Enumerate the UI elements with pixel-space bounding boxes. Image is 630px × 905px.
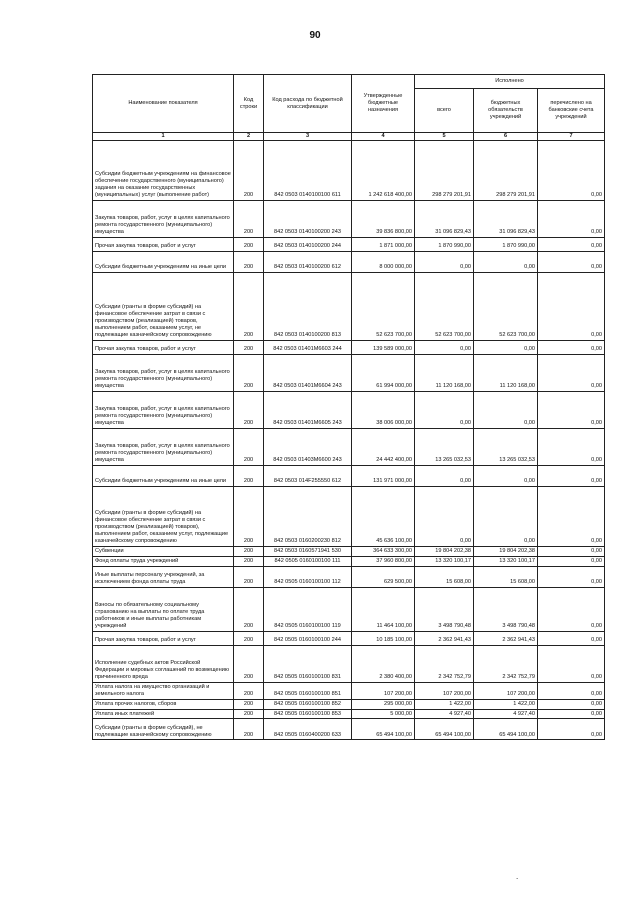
row-approved: 1 242 618 400,00 [352, 141, 415, 201]
row-total: 107 200,00 [415, 682, 474, 699]
row-name: Фонд оплаты труда учреждений [93, 556, 234, 566]
row-expense-code: 842 0505 0160100100 852 [264, 699, 352, 709]
column-number: 7 [538, 133, 605, 141]
row-approved: 11 464 100,00 [352, 587, 415, 631]
row-approved: 61 994 000,00 [352, 355, 415, 392]
column-number: 3 [264, 133, 352, 141]
table-row [93, 709, 605, 719]
row-transferred: 0,00 [538, 141, 605, 201]
row-approved: 37 960 800,00 [352, 556, 415, 566]
row-obligations: 13 265 032,53 [474, 429, 538, 466]
row-total: 3 498 790,48 [415, 587, 474, 631]
row-total: 298 279 201,91 [415, 141, 474, 201]
header-total: всего [415, 89, 474, 133]
row-line-code: 200 [234, 466, 264, 487]
row-name: Закупка товаров, работ, услуг в целях капитального ремонта государственного (муниципального) имущества [93, 355, 234, 392]
row-transferred: 0,00 [538, 429, 605, 466]
row-approved: 39 836 800,00 [352, 201, 415, 238]
row-expense-code: 842 0503 0140100200 813 [264, 273, 352, 341]
row-approved: 364 633 300,00 [352, 547, 415, 557]
row-approved: 131 971 000,00 [352, 466, 415, 487]
row-name: Субсидии бюджетным учреждениям на финансовое обеспечение государственного (муниципального) задания на оказание государственных (муниципальных) услуг (выполнение работ) [93, 141, 234, 201]
row-expense-code: 842 0503 01403M6600 243 [264, 429, 352, 466]
row-transferred: 0,00 [538, 631, 605, 645]
row-expense-code: 842 0503 0140100200 612 [264, 252, 352, 273]
row-obligations: 31 096 829,43 [474, 201, 538, 238]
row-line-code: 200 [234, 547, 264, 557]
row-expense-code: 842 0503 01401M6603 244 [264, 341, 352, 355]
row-name: Взносы по обязательному социальному страхованию на выплаты по оплате труда работников и иные выплаты работникам учреждений [93, 587, 234, 631]
table-row [93, 466, 605, 487]
row-line-code: 200 [234, 141, 264, 201]
header-line-code: Код строки [234, 75, 264, 133]
column-number: 6 [474, 133, 538, 141]
row-line-code: 200 [234, 252, 264, 273]
row-name: Уплата иных платежей [93, 709, 234, 719]
table-row [93, 556, 605, 566]
row-obligations: 2 342 752,79 [474, 645, 538, 682]
row-name: Субсидии бюджетным учреждениям на иные цели [93, 252, 234, 273]
row-transferred: 0,00 [538, 392, 605, 429]
row-transferred: 0,00 [538, 719, 605, 740]
table-row [93, 238, 605, 252]
row-obligations: 0,00 [474, 487, 538, 547]
row-expense-code: 842 0503 0140100200 244 [264, 238, 352, 252]
column-number: 2 [234, 133, 264, 141]
table-row [93, 566, 605, 587]
row-expense-code: 842 0503 0160571941 530 [264, 547, 352, 557]
row-transferred: 0,00 [538, 709, 605, 719]
column-number: 1 [93, 133, 234, 141]
row-name: Исполнение судебных актов Российской Федерации и мировых соглашений по возмещению причиненного вреда [93, 645, 234, 682]
budget-execution-table [92, 74, 605, 740]
row-total: 2 342 752,79 [415, 645, 474, 682]
row-name: Субсидии (гранты в форме субсидий) на финансовое обеспечение затрат в связи с производством (реализацией) товаров), выполнением работ, оказанием услуг, подлежащие казначейскому сопровождению [93, 487, 234, 547]
row-approved: 52 623 700,00 [352, 273, 415, 341]
column-number-row [93, 133, 605, 141]
row-transferred: 0,00 [538, 645, 605, 682]
row-expense-code: 842 0505 0160100100 851 [264, 682, 352, 699]
row-approved: 2 380 400,00 [352, 645, 415, 682]
row-expense-code: 842 0505 0160400200 633 [264, 719, 352, 740]
row-obligations: 52 623 700,00 [474, 273, 538, 341]
row-approved: 10 185 100,00 [352, 631, 415, 645]
row-obligations: 15 608,00 [474, 566, 538, 587]
row-line-code: 200 [234, 719, 264, 740]
row-transferred: 0,00 [538, 341, 605, 355]
row-total: 0,00 [415, 487, 474, 547]
row-total: 2 362 941,43 [415, 631, 474, 645]
row-name: Субсидии (гранты в форме субсидий) на финансовое обеспечение затрат в связи с производством (реализацией) товаров, выполнением работ, оказанием услуг, не подлежащие казначейскому сопровождению [93, 273, 234, 341]
row-approved: 1 871 000,00 [352, 238, 415, 252]
row-expense-code: 842 0503 0140100100 611 [264, 141, 352, 201]
row-total: 1 422,00 [415, 699, 474, 709]
row-total: 1 870 990,00 [415, 238, 474, 252]
row-line-code: 200 [234, 355, 264, 392]
row-name: Субсидии бюджетным учреждениям на иные цели [93, 466, 234, 487]
row-obligations: 65 494 100,00 [474, 719, 538, 740]
row-transferred: 0,00 [538, 355, 605, 392]
row-expense-code: 842 0505 0160100100 119 [264, 587, 352, 631]
row-total: 52 623 700,00 [415, 273, 474, 341]
table-row [93, 487, 605, 547]
table-body [93, 141, 605, 740]
row-expense-code: 842 0503 014F255550 612 [264, 466, 352, 487]
row-approved: 24 442 400,00 [352, 429, 415, 466]
row-line-code: 200 [234, 238, 264, 252]
row-transferred: 0,00 [538, 699, 605, 709]
row-expense-code: 842 0505 0160100100 244 [264, 631, 352, 645]
row-obligations: 13 320 100,17 [474, 556, 538, 566]
row-line-code: 200 [234, 587, 264, 631]
row-approved: 629 500,00 [352, 566, 415, 587]
row-line-code: 200 [234, 392, 264, 429]
header-obligations: бюджетных обязательств учреждений [474, 89, 538, 133]
row-obligations: 3 498 790,48 [474, 587, 538, 631]
header-name: Наименование показателя [93, 75, 234, 133]
row-name: Прочая закупка товаров, работ и услуг [93, 341, 234, 355]
row-approved: 8 000 000,00 [352, 252, 415, 273]
table-row [93, 631, 605, 645]
row-line-code: 200 [234, 429, 264, 466]
table-row [93, 355, 605, 392]
row-approved: 45 636 100,00 [352, 487, 415, 547]
row-total: 13 320 100,17 [415, 556, 474, 566]
header-transferred: перечислено на банковские счета учреждений [538, 89, 605, 133]
row-line-code: 200 [234, 273, 264, 341]
page-number: 90 [309, 30, 321, 41]
table-row [93, 341, 605, 355]
row-total: 31 096 829,43 [415, 201, 474, 238]
row-obligations: 298 279 201,91 [474, 141, 538, 201]
row-name: Субвенции [93, 547, 234, 557]
table-row [93, 429, 605, 466]
row-transferred: 0,00 [538, 252, 605, 273]
row-total: 15 608,00 [415, 566, 474, 587]
row-transferred: 0,00 [538, 238, 605, 252]
row-transferred: 0,00 [538, 566, 605, 587]
row-transferred: 0,00 [538, 547, 605, 557]
row-total: 19 804 202,38 [415, 547, 474, 557]
row-line-code: 200 [234, 682, 264, 699]
table-row [93, 252, 605, 273]
row-transferred: 0,00 [538, 556, 605, 566]
row-expense-code: 842 0505 0160100100 853 [264, 709, 352, 719]
row-line-code: 200 [234, 566, 264, 587]
row-expense-code: 842 0503 0140100200 243 [264, 201, 352, 238]
table-row [93, 547, 605, 557]
row-obligations: 2 362 941,43 [474, 631, 538, 645]
table-row [93, 699, 605, 709]
row-transferred: 0,00 [538, 487, 605, 547]
row-line-code: 200 [234, 487, 264, 547]
row-obligations: 0,00 [474, 392, 538, 429]
row-name: Закупка товаров, работ, услуг в целях капитального ремонта государственного (муниципального) имущества [93, 392, 234, 429]
row-line-code: 200 [234, 341, 264, 355]
row-obligations: 0,00 [474, 252, 538, 273]
row-name: Субсидии (гранты в форме субсидий), не подлежащие казначейскому сопровождению [93, 719, 234, 740]
row-name: Уплата налога на имущество организаций и земельного налога [93, 682, 234, 699]
table-row [93, 587, 605, 631]
row-line-code: 200 [234, 699, 264, 709]
row-obligations: 1 422,00 [474, 699, 538, 709]
row-expense-code: 842 0505 0160100100 111 [264, 556, 352, 566]
table-row [93, 682, 605, 699]
row-transferred: 0,00 [538, 201, 605, 238]
row-name: Закупка товаров, работ, услуг в целях капитального ремонта государственного (муниципального) имущества [93, 201, 234, 238]
row-total: 65 494 100,00 [415, 719, 474, 740]
row-obligations: 4 927,40 [474, 709, 538, 719]
row-obligations: 107 200,00 [474, 682, 538, 699]
row-total: 0,00 [415, 341, 474, 355]
row-approved: 107 200,00 [352, 682, 415, 699]
row-expense-code: 842 0505 0160100100 112 [264, 566, 352, 587]
header-execution: Исполнено [415, 75, 605, 89]
row-obligations: 0,00 [474, 466, 538, 487]
table-row [93, 719, 605, 740]
row-approved: 38 006 000,00 [352, 392, 415, 429]
table-row [93, 645, 605, 682]
row-obligations: 19 804 202,38 [474, 547, 538, 557]
row-obligations: 1 870 990,00 [474, 238, 538, 252]
row-total: 0,00 [415, 466, 474, 487]
row-approved: 65 494 100,00 [352, 719, 415, 740]
row-expense-code: 842 0503 01401M6604 243 [264, 355, 352, 392]
row-name: Прочая закупка товаров, работ и услуг [93, 631, 234, 645]
row-expense-code: 842 0503 01401M6605 243 [264, 392, 352, 429]
column-number: 4 [352, 133, 415, 141]
table-row [93, 273, 605, 341]
row-line-code: 200 [234, 645, 264, 682]
row-total: 4 927,40 [415, 709, 474, 719]
row-total: 13 265 032,53 [415, 429, 474, 466]
row-line-code: 200 [234, 631, 264, 645]
row-approved: 5 000,00 [352, 709, 415, 719]
row-name: Уплата прочих налогов, сборов [93, 699, 234, 709]
row-approved: 139 589 000,00 [352, 341, 415, 355]
table-row [93, 201, 605, 238]
column-number: 5 [415, 133, 474, 141]
row-total: 0,00 [415, 392, 474, 429]
header-expense-code: Код расхода по бюджетной классификации [264, 75, 352, 133]
row-total: 0,00 [415, 252, 474, 273]
row-transferred: 0,00 [538, 273, 605, 341]
row-obligations: 11 120 168,00 [474, 355, 538, 392]
row-approved: 295 000,00 [352, 699, 415, 709]
row-line-code: 200 [234, 709, 264, 719]
row-name: Иные выплаты персоналу учреждений, за исключением фонда оплаты труда [93, 566, 234, 587]
row-transferred: 0,00 [538, 587, 605, 631]
header-approved: Утвержденные бюджетные назначения [352, 75, 415, 133]
row-name: Прочая закупка товаров, работ и услуг [93, 238, 234, 252]
row-transferred: 0,00 [538, 466, 605, 487]
row-obligations: 0,00 [474, 341, 538, 355]
table-row [93, 392, 605, 429]
row-line-code: 200 [234, 556, 264, 566]
row-name: Закупка товаров, работ, услуг в целях капитального ремонта государственного (муниципального) имущества [93, 429, 234, 466]
table-row [93, 141, 605, 201]
row-transferred: 0,00 [538, 682, 605, 699]
stray-mark: . [516, 872, 519, 881]
row-total: 11 120 168,00 [415, 355, 474, 392]
row-line-code: 200 [234, 201, 264, 238]
row-expense-code: 842 0505 0160100100 831 [264, 645, 352, 682]
row-expense-code: 842 0503 0160200230 812 [264, 487, 352, 547]
